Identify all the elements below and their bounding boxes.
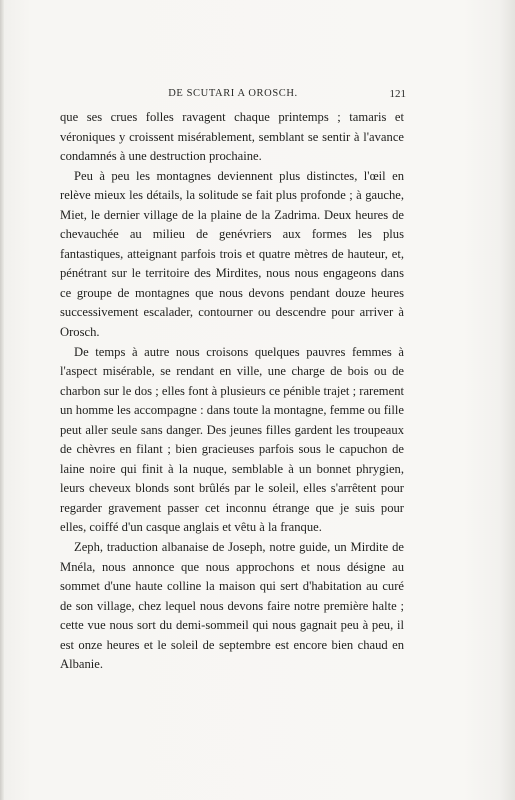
page-number: 121 bbox=[389, 88, 406, 100]
paragraph-4: Zeph, traduction albanaise de Joseph, notre guide, un Mirdite de Mnéla, nous annonce que nous approchons et nous désigne au sommet d'une haute colline la maison qui sert d'habitation au curé de son village, chez lequel nous devons faire notre première halte ; cette vue nous sort du demi-sommeil qui nous gagnait peu à peu, il est onze heures et le soleil de septembre est encore bien chaud en Albanie. bbox=[60, 540, 404, 672]
page-edge bbox=[0, 0, 4, 800]
paragraph-2: Peu à peu les montagnes deviennent plus distinctes, l'œil en relève mieux les détails, la solitude se fait plus profonde ; à gauche, Miet, le dernier village de la plaine de la Zadrima. Deux heures de chevauchée au milieu de genévriers aux formes les plus fantastiques, atteignant parfois trois et quatre mètres de hauteur, et, pénétrant sur le territoire des Mirdites, nous nous engageons dans ce groupe de montagnes que nous devons pendant douze heures successivement escalader, contourner ou descendre pour arriver à Orosch. bbox=[60, 168, 404, 340]
paragraph-3: De temps à autre nous croisons quelques pauvres femmes à l'aspect misérable, se rendant en ville, une charge de bois ou de charbon sur le dos ; elles font à plusieurs ce pénible trajet ; rarement un homme les accompagne : dans toute la montagne, femme ou fille peut aller seule sans danger. Des jeunes filles gardent les troupeaux de chèvres en filant ; bien gracieuses parfois sous le capuchon de laine noire qui finit à la nuque, semblable à un bonnet phrygien, leurs cheveux blonds sont brûlés par le soleil, elles s'arrêtent pour regarder gravement passer cet inconnu étrange que je suis pour elles, coiffé d'un casque anglais et vêtu à la franque. bbox=[60, 344, 404, 535]
paragraph-1: que ses crues folles ravagent chaque printemps ; tamaris et véroniques y croissent misérablement, semblant se sentir à l'avance condamnés à une destruction prochaine. bbox=[60, 110, 404, 164]
running-head bbox=[60, 88, 406, 104]
body-text bbox=[60, 108, 404, 675]
running-title: DE SCUTARI A OROSCH. bbox=[168, 88, 298, 99]
